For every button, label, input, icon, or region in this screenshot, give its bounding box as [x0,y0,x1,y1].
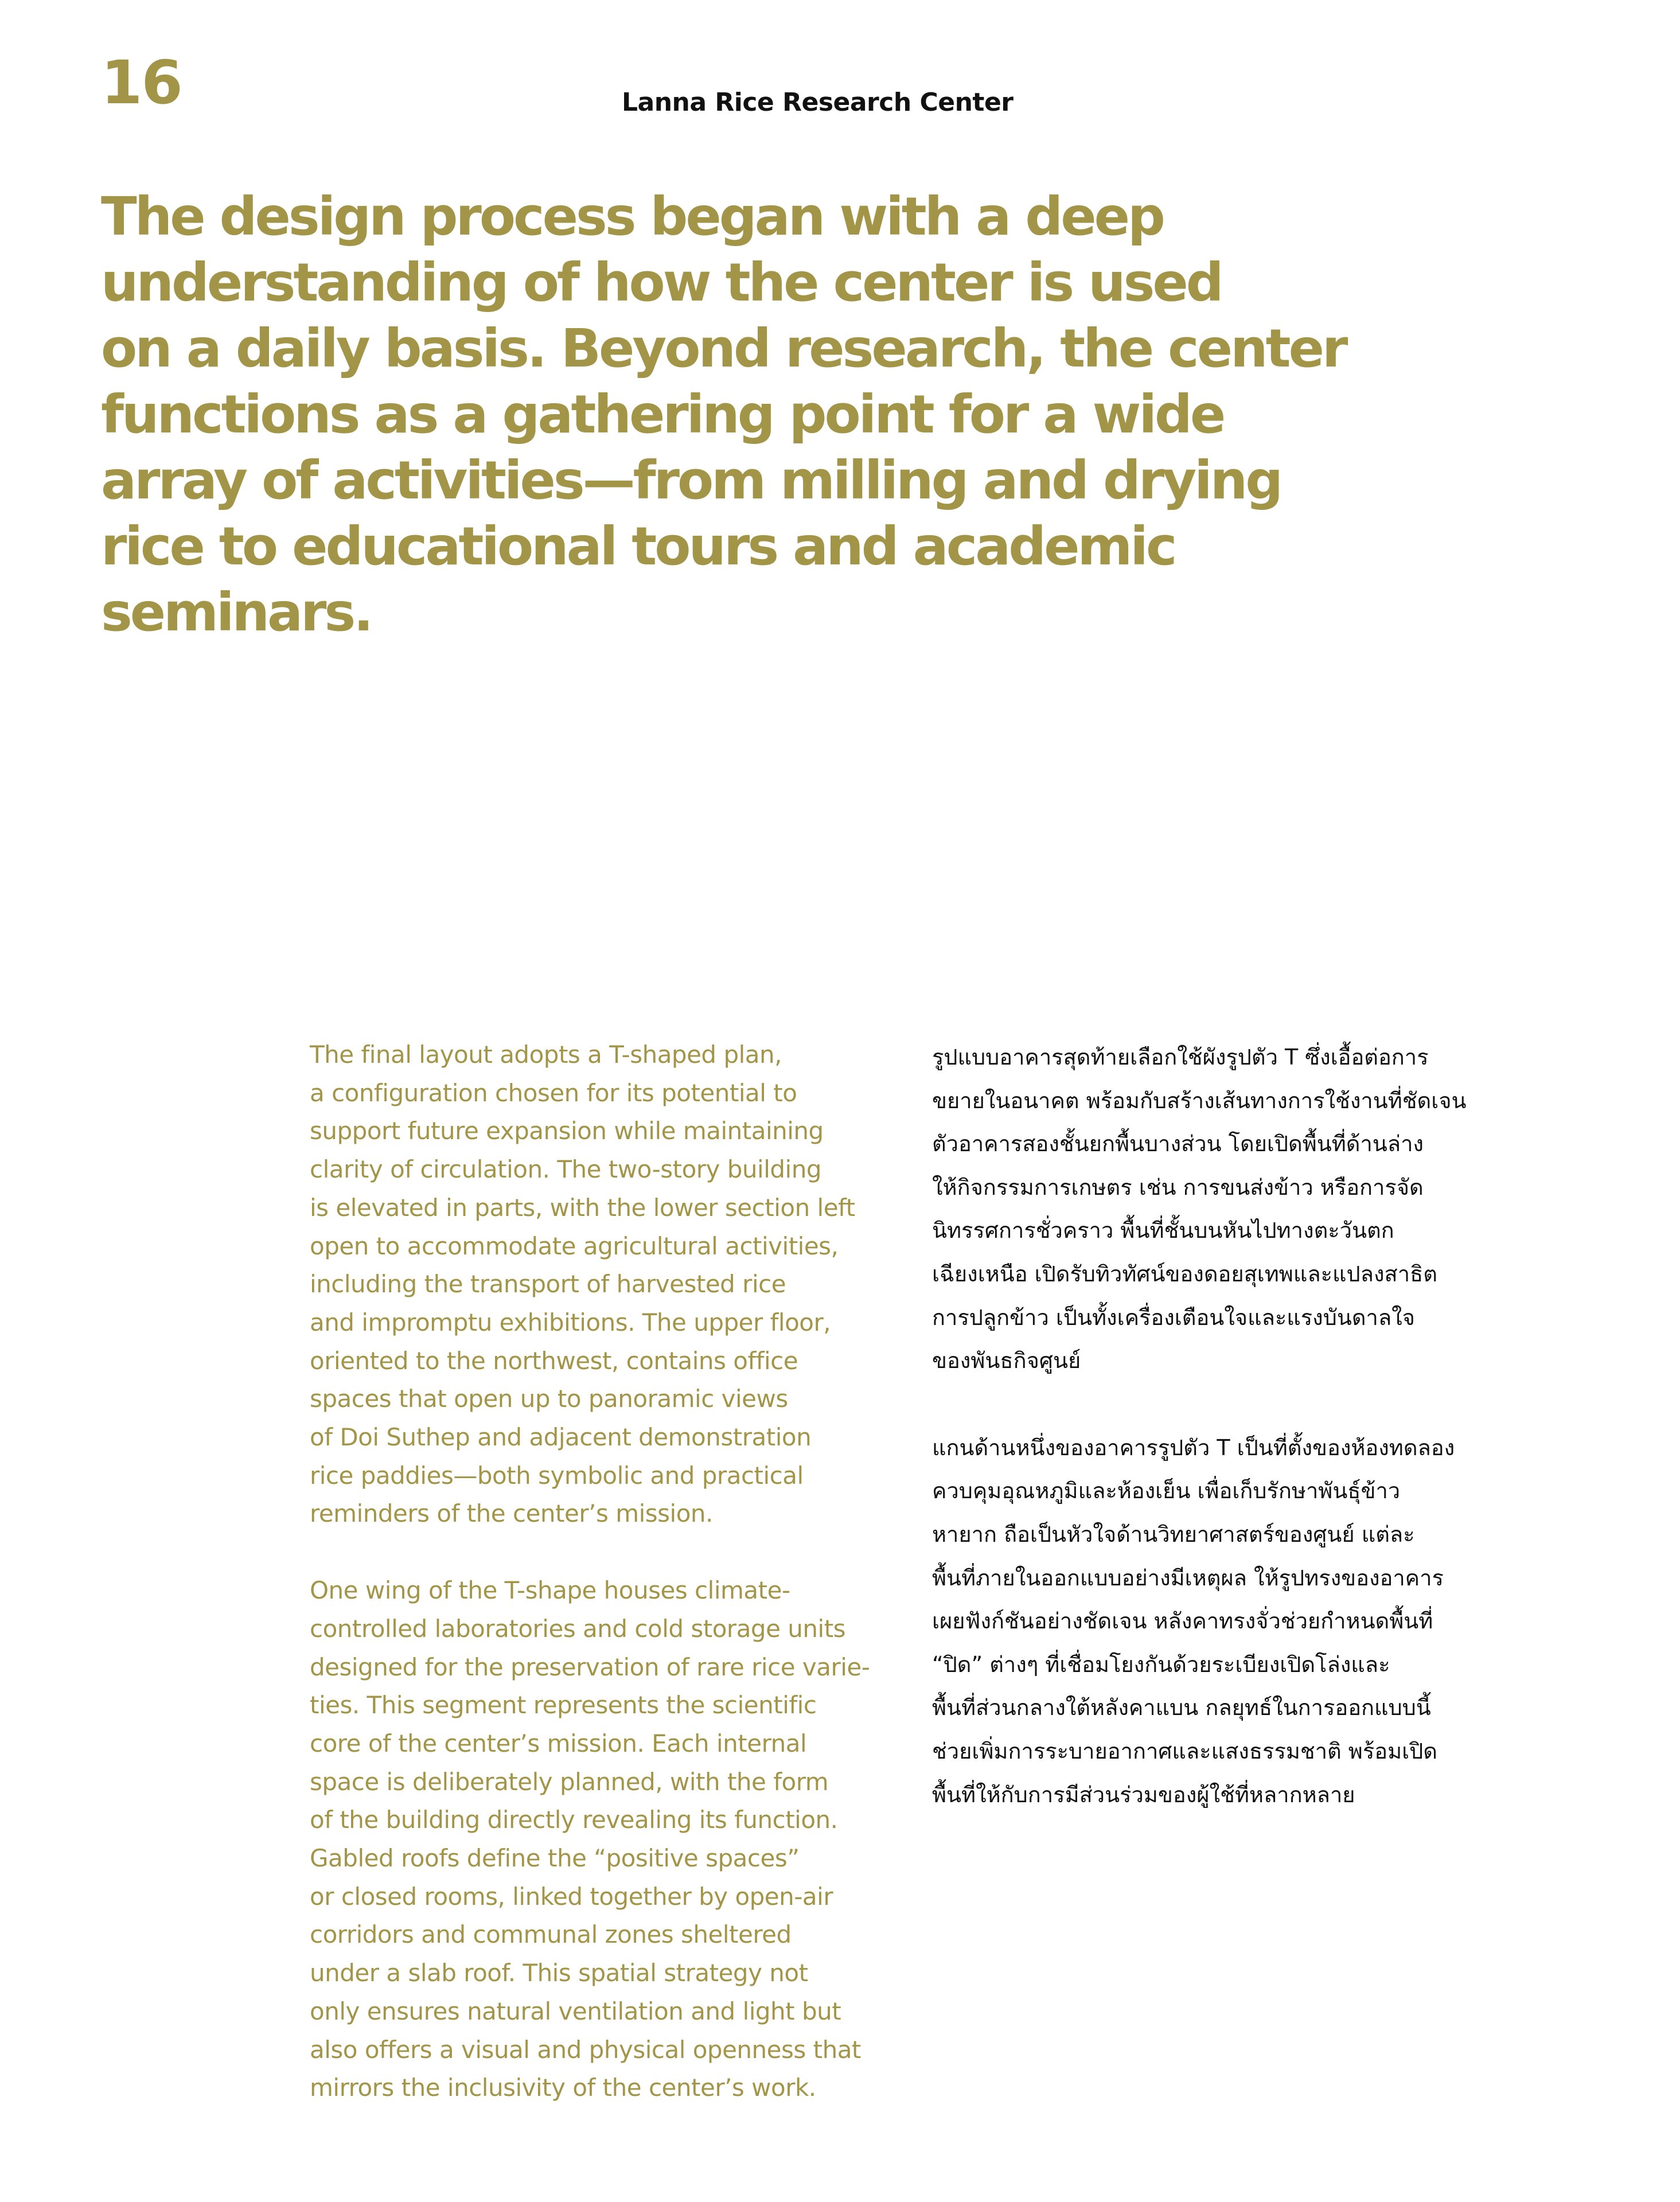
body-line: ของพันธกิจศูนย์ [932,1348,1081,1374]
body-line: under a slab roof. This spatial strategy not [310,1959,808,1987]
body-line: Gabled roofs define the “positive spaces” [310,1844,800,1873]
lead-quote-line: on a daily basis. Beyond research, the center [101,318,1346,379]
lead-quote-line: rice to educational tours and academic [101,516,1175,577]
body-line: The final layout adopts a T-shaped plan, [310,1040,782,1069]
paragraph-spacer [310,1533,895,1572]
body-line: support future expansion while maintaining [310,1117,824,1145]
body-line: core of the center’s mission. Each internal [310,1729,807,1757]
body-line: รูปแบบอาคารสุดท้ายเลือกใช้ผังรูปตัว T ซึ่งเอื้อต่อการ [932,1045,1429,1070]
thai-body-column [932,1036,1546,1817]
lead-quote-line: understanding of how the center is used [101,252,1222,313]
body-line: controlled laboratories and cold storage units [310,1614,846,1643]
body-line: is elevated in parts, with the lower section left [310,1193,855,1222]
body-line: oriented to the northwest, contains office [310,1346,798,1375]
lead-quote-line: array of activities—from milling and drying [101,450,1281,511]
body-line: นิทรรศการชั่วคราว พื้นที่ชั้นบนหันไปทางตะวันตก [932,1218,1394,1244]
body-line: reminders of the center’s mission. [310,1499,713,1528]
body-line: ควบคุมอุณหภูมิและห้องเย็น เพื่อเก็บรักษาพันธุ์ข้าว [932,1478,1401,1504]
body-line: or closed rooms, linked together by open-air [310,1882,833,1911]
body-line: also offers a visual and physical openness that [310,2035,861,2064]
thai-paragraph-1 [932,1036,1546,1383]
body-line: ช่วยเพิ่มการระบายอากาศและแสงธรรมชาติ พร้อมเปิด [932,1738,1437,1764]
body-line: พื้นที่ส่วนกลางใต้หลังคาแบน กลยุทธ์ในการออกแบบนี้ [932,1695,1431,1721]
body-line: open to accommodate agricultural activities, [310,1231,839,1260]
paragraph-spacer [932,1383,1546,1427]
body-line: ตัวอาคารสองชั้นยกพื้นบางส่วน โดยเปิดพื้นที่ด้านล่าง [932,1131,1424,1157]
body-line: ขยายในอนาคต พร้อมกับสร้างเส้นทางการใช้งานที่ชัดเจน [932,1088,1467,1113]
body-line: mirrors the inclusivity of the center’s work. [310,2074,816,2102]
body-line: ให้กิจกรรมการเกษตร เช่น การขนส่งข้าว หรือการจัด [932,1174,1424,1200]
lead-quote-line: seminars. [101,582,372,643]
body-line: “ปิด” ต่างๆ ที่เชื่อมโยงกันด้วยระเบียงเปิดโล่งและ [932,1651,1390,1677]
lead-quote-line: The design process began with a deep [101,186,1163,247]
english-body-column [310,1036,895,2107]
body-line: designed for the preservation of rare rice varie- [310,1653,870,1681]
body-line: space is deliberately planned, with the form [310,1767,829,1796]
body-line: การปลูกข้าว เป็นทั้งเครื่องเตือนใจและแรงบันดาลใจ [932,1304,1415,1330]
body-line: ties. This segment represents the scientific [310,1691,817,1720]
lead-quote-line: functions as a gathering point for a wide [101,384,1224,445]
body-line: of the building directly revealing its function. [310,1806,838,1834]
body-line: rice paddies—both symbolic and practical [310,1461,804,1490]
body-line: แกนด้านหนึ่งของอาคารรูปตัว T เป็นที่ตั้งของห้องทดลอง [932,1435,1455,1460]
running-header: Lanna Rice Research Center [622,88,1014,117]
body-line: พื้นที่ให้กับการมีส่วนร่วมของผู้ใช้ที่หลากหลาย [932,1782,1355,1807]
body-line: เฉียงเหนือ เปิดรับทิวทัศน์ของดอยสุเทพและแปลงสาธิต [932,1261,1437,1287]
body-line: and impromptu exhibitions. The upper floor, [310,1308,831,1336]
thai-paragraph-2 [932,1427,1546,1817]
body-line: spaces that open up to panoramic views [310,1385,788,1413]
body-line: only ensures natural ventilation and light but [310,1997,841,2025]
english-paragraph-1 [310,1036,895,1533]
body-line: พื้นที่ภายในออกแบบอย่างมีเหตุผล ให้รูปทรงของอาคาร [932,1565,1444,1591]
body-line: clarity of circulation. The two-story building [310,1155,821,1184]
page-number: 16 [101,48,182,118]
body-line: a configuration chosen for its potential to [310,1078,797,1107]
body-line: including the transport of harvested rice [310,1270,786,1299]
body-line: of Doi Suthep and adjacent demonstration [310,1423,812,1452]
body-line: หายาก ถือเป็นหัวใจด้านวิทยาศาสตร์ของศูนย์ แต่ละ [932,1521,1415,1547]
lead-quote [101,184,1346,645]
body-line: One wing of the T-shape houses climate- [310,1576,790,1605]
english-paragraph-2 [310,1572,895,2107]
body-line: เผยฟังก์ชันอย่างชัดเจน หลังคาทรงจั่วช่วยกำหนดพื้นที่ [932,1608,1433,1634]
body-line: corridors and communal zones sheltered [310,1920,792,1949]
